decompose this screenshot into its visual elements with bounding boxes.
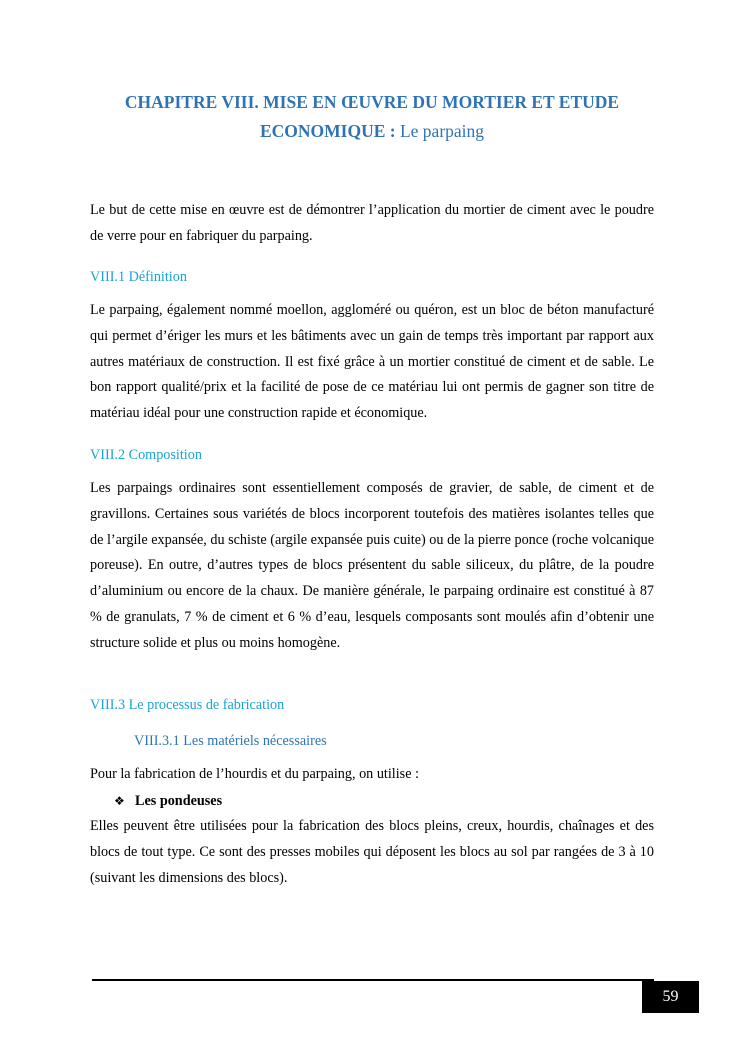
bullet-item-pondeuses	[114, 791, 222, 811]
section-heading-process: VIII.3 Le processus de fabrication	[90, 697, 285, 713]
chapter-title-subtitle: Le parpaing	[395, 121, 485, 141]
subsection-heading-materials: VIII.3.1 Les matériels nécessaires	[134, 733, 327, 749]
chapter-title-bold-part: ECONOMIQUE :	[259, 121, 396, 141]
chapter-title	[90, 88, 654, 146]
diamond-bullet-icon: ❖	[114, 794, 125, 808]
page-number: 59	[642, 981, 699, 1013]
section-heading-composition: VIII.2 Composition	[90, 447, 202, 463]
section-heading-definition: VIII.1 Définition	[90, 269, 187, 285]
intro-paragraph: Le but de cette mise en œuvre est de démontrer l’application du mortier de ciment avec le poudre de verre pour en fabriquer du parpaing.	[90, 202, 654, 244]
definition-paragraph: Le parpaing, également nommé moellon, aggloméré ou quéron, est un bloc de béton manufacturé qui permet d’ériger les murs et les bâtiments avec un gain de temps très important par rapport aux autres matériaux de construction. Il est fixé grâce à un mortier constitué de ciment et de sable. Le bon rapport qualité/prix et la facilité de pose de ce matériau lui ont permis de gagner son titre de matériau idéal pour une construction rapide et économique.	[90, 302, 654, 422]
chapter-title-line1: CHAPITRE VIII. MISE EN ŒUVRE DU MORTIER ET ETUDE	[124, 92, 620, 112]
bullet-label: Les pondeuses	[135, 793, 223, 809]
chapter-title-line2	[90, 117, 654, 146]
materials-lead-text: Pour la fabrication de l’hourdis et du parpaing, on utilise :	[90, 766, 419, 782]
composition-paragraph: Les parpaings ordinaires sont essentiellement composés de gravier, de sable, de ciment et de gravillons. Certaines sous variétés de blocs incorporent toutefois des matières isolantes telles que de l’argile expansée, du schiste (argile expansée puis cuite) ou de la pierre ponce (roche volcanique poreuse). En outre, d’autres types de blocs présentent du sable siliceux, du plâtre, de la poudre d’aluminium ou encore de la chaux. De manière générale, le parpaing ordinaire est constitué à 87 % de granulats, 7 % de ciment et 6 % d’eau, lesquels composants sont moulés afin d’obtenir une structure solide et plus ou moins homogène.	[90, 480, 654, 651]
footer-divider	[92, 979, 654, 981]
pondeuses-paragraph: Elles peuvent être utilisées pour la fabrication des blocs pleins, creux, hourdis, chaînages et des blocs de tout type. Ce sont des presses mobiles qui déposent les blocs au sol par rangées de 3 à 10 (suivant les dimensions des blocs).	[90, 818, 654, 886]
